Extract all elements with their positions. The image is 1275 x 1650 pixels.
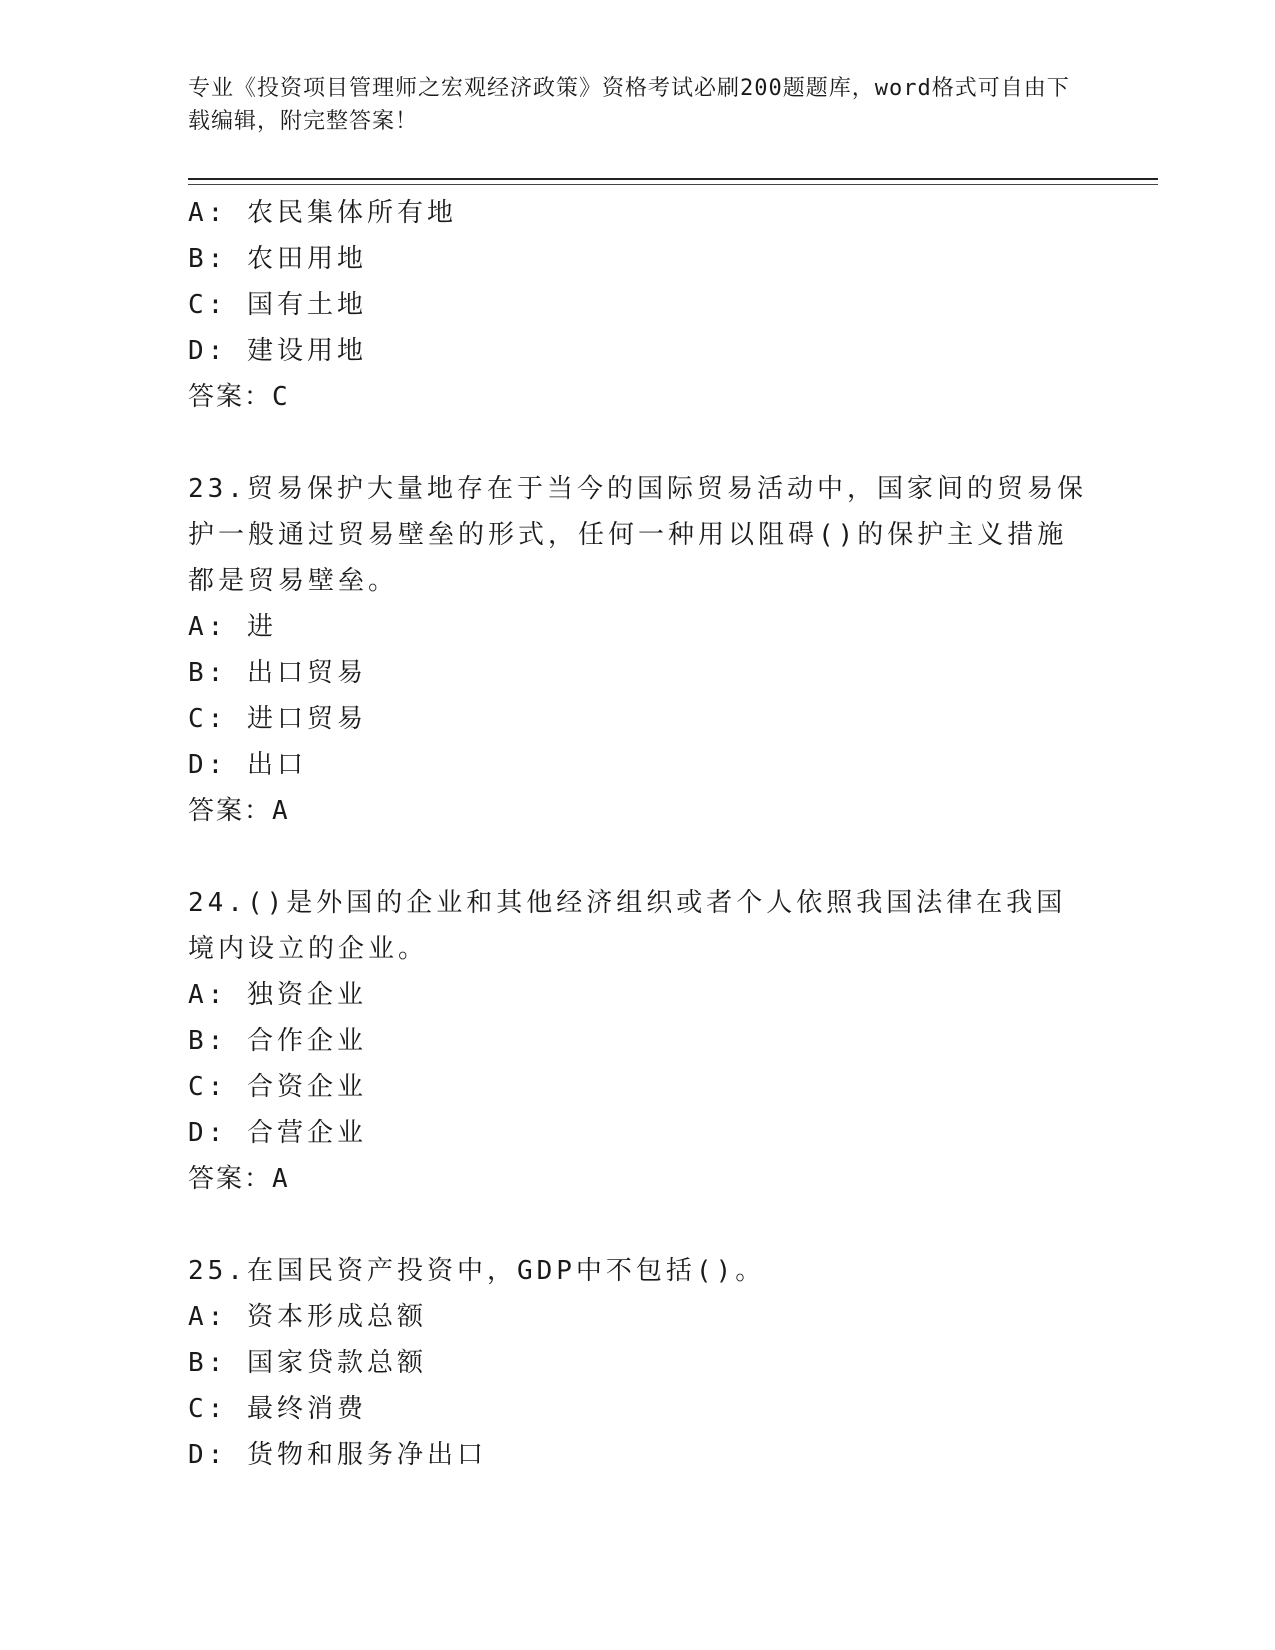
question-block-25 <box>188 1248 1088 1478</box>
question-block-24 <box>188 880 1088 1202</box>
option-b: B: 农田用地 <box>188 244 367 274</box>
answer-value: C <box>272 382 290 412</box>
option-d: D: 合营企业 <box>188 1118 367 1148</box>
option-d: D: 货物和服务净出口 <box>188 1440 487 1470</box>
header-divider-thin <box>188 184 1158 185</box>
option-c: C: 国有土地 <box>188 290 367 320</box>
document-header: 专业《投资项目管理师之宏观经济政策》资格考试必刷200题题库，word格式可自由下载编辑，附完整答案！ <box>188 76 1070 134</box>
option-d: D: 出口 <box>188 750 307 780</box>
question-text: 23.贸易保护大量地存在于当今的国际贸易活动中，国家间的贸易保护一般通过贸易壁垒的形式，任何一种用以阻碍()的保护主义措施都是贸易壁垒。 <box>188 474 1087 596</box>
answer-line <box>188 788 1088 834</box>
question-text: 24.()是外国的企业和其他经济组织或者个人依照我国法律在我国境内设立的企业。 <box>188 888 1067 964</box>
answer-value: A <box>272 796 290 826</box>
option-d: D: 建设用地 <box>188 336 367 366</box>
question-list <box>188 190 1088 1478</box>
question-text: 25.在国民资产投资中，GDP中不包括()。 <box>188 1256 766 1286</box>
option-c: C: 合资企业 <box>188 1072 367 1102</box>
option-b: B: 合作企业 <box>188 1026 367 1056</box>
question-block-23 <box>188 466 1088 834</box>
answer-label: 答案： <box>188 1164 273 1194</box>
answer-label: 答案： <box>188 796 273 826</box>
option-a: A: 资本形成总额 <box>188 1302 427 1332</box>
option-b: B: 出口贸易 <box>188 658 367 688</box>
option-c: C: 进口贸易 <box>188 704 367 734</box>
option-b: B: 国家贷款总额 <box>188 1348 427 1378</box>
header-divider-thick <box>188 178 1158 180</box>
answer-line <box>188 1156 1088 1202</box>
option-a: A: 独资企业 <box>188 980 367 1010</box>
option-c: C: 最终消费 <box>188 1394 367 1424</box>
question-block-prev <box>188 190 1088 420</box>
option-a: A: 进 <box>188 612 277 642</box>
option-a: A: 农民集体所有地 <box>188 198 457 228</box>
answer-label: 答案： <box>188 382 273 412</box>
answer-value: A <box>272 1164 290 1194</box>
answer-line <box>188 374 1088 420</box>
